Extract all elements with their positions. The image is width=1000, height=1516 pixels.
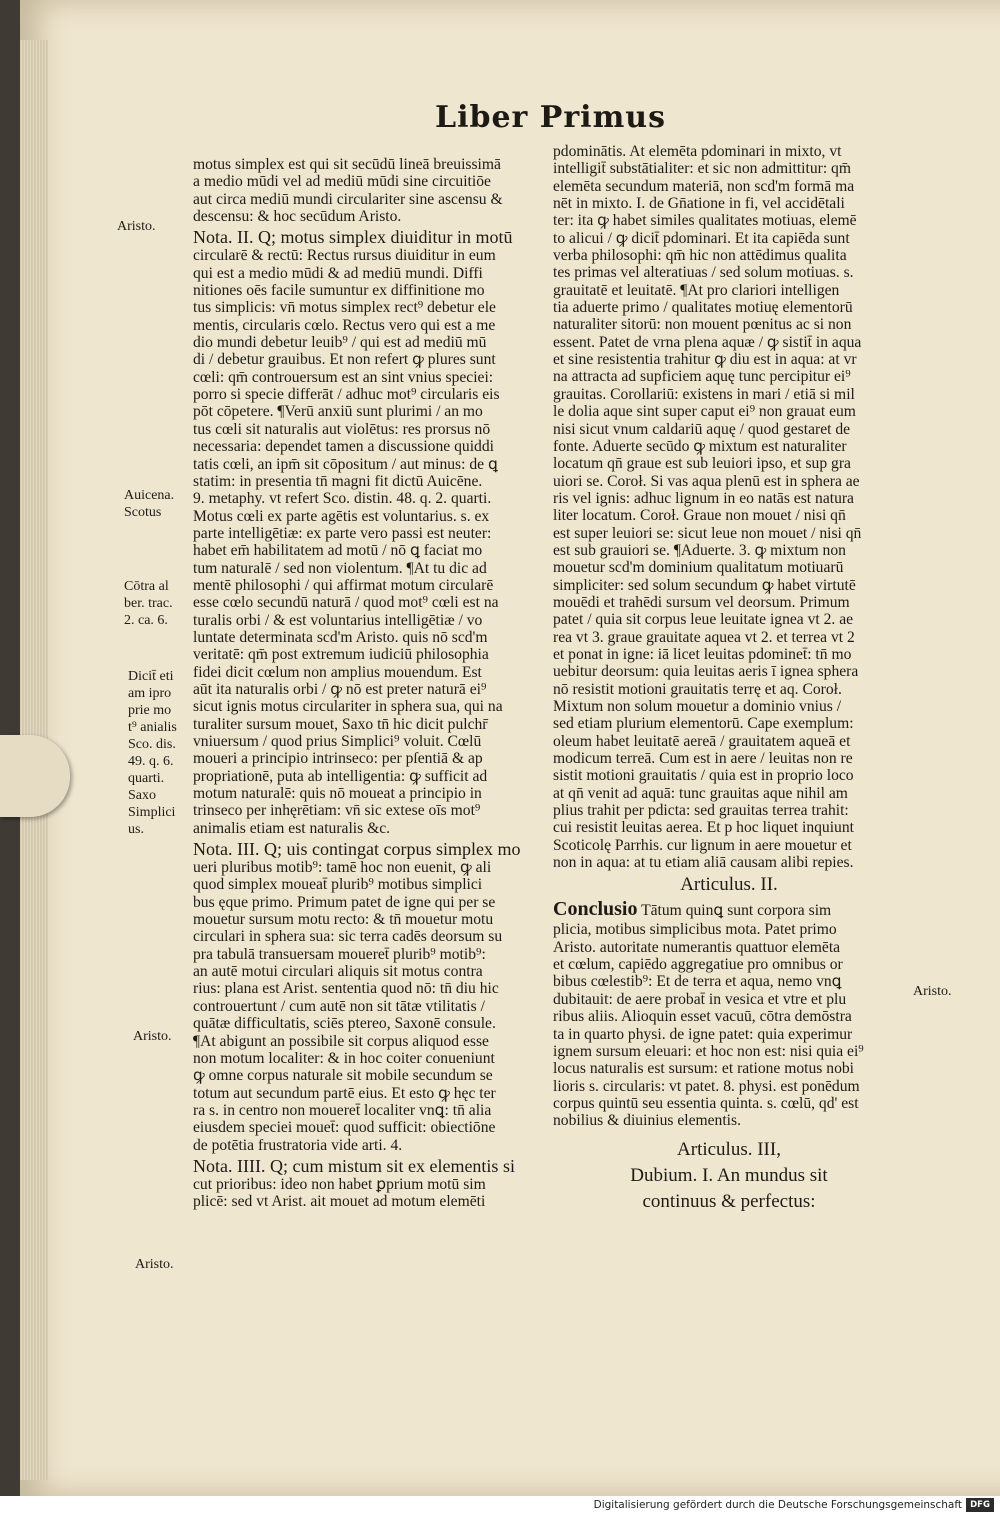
text-line: nēt in mixto. I. de Gn̄atione in fi, vel accidētali: [553, 195, 845, 213]
text-line: vniuersum / quod prius Simplici⁹ voluit. Cœlū: [193, 733, 482, 750]
text-line: locus naturalis est sursum: et ratione motus nobi: [553, 1060, 855, 1078]
text-line: Aristo. autoritate numerantis quattuor elemēta: [553, 938, 841, 956]
text-line: qui est a medio mūdi & ad mediū mundi. Diffi: [193, 264, 483, 282]
text-line: eiusdem speciei mouet̄: quod sufficit: obiectiōne: [193, 1119, 496, 1137]
dfg-logo: DFG: [966, 1498, 994, 1512]
text-line: tes primas vel alteratiuas / sed solum motiuas. s.: [553, 264, 854, 282]
conclusio-text-first: Tātum quinꝗ sunt corpora sim: [641, 902, 832, 920]
margin-note-aristo-2: Aristo.: [133, 1029, 172, 1044]
text-line: essent. Patet de vrna plena aquæ / ꝙ sistit̄ in aqua: [553, 333, 862, 351]
text-line: parte intelligētiæ: ex parte vero passi est neuter:: [193, 524, 492, 542]
text-line: plicia, motibus simplicibus mota. Patet primo: [553, 921, 837, 939]
text-line: nō resistit motioni grauitatis terrę et aq. Coroł.: [553, 680, 842, 698]
text-line: sed etiam plurium elementorū. Cape exemplum:: [553, 715, 854, 733]
text-line: motum naturalē: quis nō moueat a principio in: [193, 785, 482, 803]
margin-note-aristo-1: Aristo.: [117, 219, 156, 234]
text-line: to alicui / ꝙ dicit̄ pdominari. Et ita capiēda sunt: [553, 229, 850, 247]
text-line: propriationē, puta ab intelligentia: ꝙ sufficit ad: [193, 767, 488, 785]
text-line: nobilius & diuinius elementis.: [553, 1112, 741, 1130]
text-line: plicē: sed vt Arist. ait mouet ad motum elemēti: [193, 1193, 486, 1211]
text-line: mouēdi et trahēdi sursum vel deorsum. Primum: [553, 593, 850, 611]
text-line: ris vel ignis: adhuc lignum in eo natās est natura: [553, 489, 854, 507]
margin-note-contra: Cōtra al ber. trac. 2. ca. 6.: [124, 579, 173, 628]
text-line: nitiones oēs facile sumuntur ex diffinitione mo: [193, 282, 485, 300]
text-line: rea vt 3. graue grauitate aquea vt 2. et terrea vt 2: [553, 628, 855, 646]
text-line: intelligit̄ substātialiter: et sic non admittitur: qm̄: [553, 160, 851, 178]
text-line: ueri pluribus motib⁹: tamē hoc non euenit, ꝙ ali: [193, 859, 492, 877]
text-line: bus ęque primo. Primum patet de igne qui per se: [193, 893, 496, 911]
text-line: et cœlum, capiēdo aggregatiue pro omnibus or: [553, 956, 843, 974]
text-line: quātæ difficultatis, sciēs ptereo, Saxonē consule.: [193, 1015, 496, 1033]
text-line: pra tabulā transuersam moueret̄ plurib⁹ motib⁹:: [193, 945, 486, 963]
text-line: totum aut secundum partē eius. Et esto ꝙ hęc ter: [193, 1084, 496, 1102]
text-line: cui resistit leuitas aerea. Et p hoc liquet inquiunt: [553, 819, 854, 837]
text-line: nisi sicut vnum caldariū aquę / quod gestaret de: [553, 420, 851, 438]
text-line: Motus cœli ex parte agētis est voluntarius. s. ex: [193, 507, 490, 525]
text-line: a medio mūdi vel ad mediū mūdi sine circuitiōe: [193, 173, 491, 191]
text-line: pdominātis. At elemēta pdominari in mixto, vt: [553, 143, 842, 160]
text-line: modicum terreā. Cum est in aere / leuitas non re: [553, 750, 853, 768]
text-line: porro si specie differāt / adhuc mot⁹ circularis eis: [193, 386, 500, 404]
text-line: tatis cœli, an ipm̄ sit cōpositum / aut minus: de ꝗ: [193, 455, 498, 473]
text-line: Mixtum non solum mouetur a dominio vnius /: [553, 698, 842, 715]
left-text-column: [193, 156, 551, 1211]
text-line: statim: in presentia tn̄ magni fit dictū Auicēne.: [193, 472, 483, 490]
text-line: ignem sursum eleuari: et hoc non est: nisi quia ei⁹: [553, 1042, 864, 1060]
text-line: uiori se. Coroł. Si vas aqua plenū est in sphera ae: [553, 472, 860, 490]
text-line: tia aduerte primo / qualitates motiuę elementorū: [553, 299, 853, 317]
text-line: est sub grauiori se. ¶Aduerte. 3. ꝙ mixtum non: [553, 541, 846, 559]
text-line: plius trahit per pdicta: sed grauitas terrea trahit:: [553, 802, 849, 820]
text-line: fidei dicit cœlum non amplius mouendum. Est: [193, 663, 482, 681]
text-line: dubitauit: de aere probat̄ in vesica et vtre et plu: [553, 990, 847, 1008]
text-line: mentē philosophi / qui affirmat motum circularē: [193, 576, 494, 594]
margin-note-scotus: Scotus: [124, 505, 162, 520]
text-line: moueri a principio intrinseco: per pſentiā & ap: [193, 750, 483, 768]
text-line: grauitatē et leuitatē. ¶At pro clariori intelligen: [553, 281, 840, 299]
text-line: ¶At abigunt an possibile sit corpus aliquod esse: [193, 1032, 489, 1050]
text-line: aūt ita naturalis orbi / ꝙ nō est preter naturā ei⁹: [193, 680, 487, 698]
text-line: cœli: qm̄ controuersum est an sint vnius speciei:: [193, 368, 494, 386]
text-line: veritatē: qm̄ post extremum iudiciū philosophia: [193, 646, 489, 664]
text-line: 9. metaphy. vt refert Sco. distin. 48. q. 2. quarti.: [193, 490, 492, 508]
text-line: esse cœlo secundū naturā / quod mot⁹ cœli est na: [193, 594, 499, 612]
right-text-column: [553, 143, 905, 1214]
text-line: patet / quia sit corpus leue leuitate ignea vt 2. ae: [553, 611, 854, 629]
conclusio-label: Conclusio: [553, 898, 638, 921]
text-line: verba philosophi: qm̄ hic non attēdimus qualita: [553, 247, 847, 265]
margin-note-auicena: Auicena. Scotus: [124, 488, 175, 520]
text-line: di / debetur grauibus. Et non refert ꝙ plures sunt: [193, 351, 496, 369]
text-line: circulari in sphera sua: sic terra cadēs deorsum su: [193, 928, 503, 946]
text-line: descensu: & hoc secūdum Aristo.: [193, 208, 402, 226]
text-line: ter: ita ꝙ habet similes qualitates motiuas, elemē: [553, 212, 857, 230]
conclusio-line: [553, 897, 905, 921]
text-line: cut prioribus: ideo non habet ꝑprium motū sim: [193, 1175, 486, 1193]
text-line: fonte. Aduerte secūdo ꝙ mixtum est naturaliter: [553, 437, 847, 455]
text-line: tum naturalē / sed non violentum. ¶At tu dic ad: [193, 559, 487, 577]
text-line: ra s. in centro non moueret̄ localiter vnꝗ: tn̄ alia: [193, 1101, 492, 1119]
text-line: est super leuiori se: sicut leue non mouet / nisi qn̄: [553, 524, 862, 542]
text-line: Nota. III. Q; uis contingat corpus simplex mo: [193, 839, 521, 860]
text-line: turalis orbi / & est voluntarius intelligētiæ / vo: [193, 611, 483, 629]
margin-note-aristo-3: Aristo.: [135, 1257, 174, 1272]
text-line: mouetur sursum motu recto: & tn̄ mouetur motu: [193, 911, 494, 929]
text-line: et sine resistentia trahitur ꝙ diu est in aqua: at vr: [553, 351, 857, 369]
text-line: pōt cōpetere. ¶Verū anxiū sunt plurimi / an mo: [193, 403, 483, 421]
text-line: tus cœli sit naturalis aut violētus: res prorsus nō: [193, 420, 491, 438]
text-line: non motum localiter: & in hoc coiter conueniunt: [193, 1049, 495, 1067]
text-line: oleum habet leuitatē aereā / grauitatem aqueā et: [553, 732, 851, 750]
text-line: na attracta ad supficiem aquę tunc percipitur ei⁹: [553, 368, 851, 386]
text-line: rius: plana est Arist. sententia quod nō: tn̄ diu hic: [193, 980, 499, 998]
text-line: liter locatum. Coroł. Graue non mouet / nisi qn̄: [553, 507, 846, 525]
text-line: ribus aliis. Alioquin esset vacuū, cōtra demōstra: [553, 1008, 852, 1026]
text-line: bibus cœlestib⁹: Et de terra et aqua, nemo vnꝗ: [553, 973, 842, 991]
articulus-3-heading: Articulus. III,: [677, 1138, 781, 1160]
text-line: Nota. IIII. Q; cum mistum sit ex elementis si: [193, 1155, 515, 1176]
text-line: circularē & rectū: Rectus rursus diuiditur in eum: [193, 247, 496, 265]
footer-bar: [0, 1496, 1000, 1516]
text-line: grauitas. Corollariū: existens in mari / etiā si mil: [553, 385, 855, 403]
margin-note-dicit: Dicit̄ eti am ipro prie mo t⁹ anialis Sco. dis. 49. q. 6. quarti. Saxo Simplici us.: [128, 669, 177, 837]
page-header-title: Liber Primus: [435, 100, 667, 135]
text-line: dio mundi debetur leuib⁹ / qui est ad mediū mū: [193, 334, 487, 352]
text-line: Nota. II. Q; motus simplex diuiditur in motū: [193, 227, 513, 248]
text-line: de potētia frustratoria vide arti. 4.: [193, 1136, 403, 1154]
text-line: tus simplicis: vn̄ motus simplex rect⁹ debetur ele: [193, 299, 496, 317]
text-line: at qn̄ venit ad aquā: tunc grauitas aque nihil am: [553, 784, 848, 802]
text-line: elemēta secundum materiā, non scd'm formā ma: [553, 177, 855, 195]
text-line: controuertunt / cum autē non sit tātæ vtilitatis /: [193, 997, 485, 1015]
text-line: mouetur scd'm dominium qualitatum motiuarū: [553, 559, 844, 577]
text-line: sistit motioni grauitatis / quia est in proprio loco: [553, 767, 854, 785]
text-line: mentis, circularis cœlo. Rectus vero qui est a me: [193, 316, 496, 334]
text-line: Scoticolę Parrhis. cur lignum in aere mouetur et: [553, 836, 852, 854]
text-line: non in aqua: at tu etiam aliā causam alibi repies.: [553, 854, 854, 872]
text-line: habet em̄ habilitatem ad motū / nō ꝗ faciat mo: [193, 542, 483, 560]
margin-note-aristo-right: Aristo.: [913, 984, 952, 999]
articulus-2-heading: Articulus. II.: [680, 874, 778, 896]
footer-credit: Digitalisierung gefördert durch die Deutsche Forschungsgemeinschaft: [593, 1499, 962, 1511]
text-line: simpliciter: sed solum secundum ꝙ habet virtutē: [553, 576, 856, 594]
text-line: aut circa mediū mundi circulariter sine ascensu &: [193, 190, 503, 208]
text-line: an autē motui circulari aliquis sit motus contra: [193, 963, 483, 981]
dubium-line-1: Dubium. I. An mundus sit: [630, 1164, 828, 1186]
text-line: sicut ignis motus circulariter in sphera sua, qui na: [193, 698, 503, 716]
text-line: ta in quarto physi. de igne patet: quia experimur: [553, 1025, 853, 1043]
text-line: motus simplex est qui sit secūdū lineā breuissimā: [193, 156, 501, 173]
text-line: luntate determinata scd'm Aristo. quis nō scd'm: [193, 628, 488, 646]
text-line: animalis etiam est naturalis &c.: [193, 819, 391, 837]
text-line: necessaria: dependet tamen a discussione quiddi: [193, 438, 494, 456]
dubium-line-2: continuus & perfectus:: [642, 1190, 816, 1212]
text-line: corpus quintū seu essentia quinta. s. cœlū, qd' est: [553, 1094, 859, 1112]
text-line: quod simplex moueat̄ plurib⁹ motibus simplici: [193, 876, 483, 894]
text-line: lioris s. circularis: vt patet. 8. physi. est ponēdum: [553, 1077, 860, 1095]
text-line: locatum qn̄ graue est sub leuiori ipso, et sup gra: [553, 455, 851, 473]
text-line: naturaliter sitorū: non mouent pœnitus ac si non: [553, 316, 852, 334]
text-line: et ponat in igne: iā licet leuitas pdominet̄: tn̄ mo: [553, 645, 852, 663]
text-line: turaliter sursum mouet, Saxo tn̄ hic dicit pulchr̄: [193, 715, 488, 733]
text-line: trinseco per inhęrētiam: vn̄ sic extese oīs mot⁹: [193, 802, 481, 820]
text-line: uebitur deorsum: quia leuitas aeris ī ignea sphera: [553, 663, 859, 681]
text-line: ꝙ omne corpus naturale sit mobile secundum se: [193, 1067, 493, 1085]
text-line: le dolia aque sint super caput ei⁹ non grauat eum: [553, 403, 856, 421]
